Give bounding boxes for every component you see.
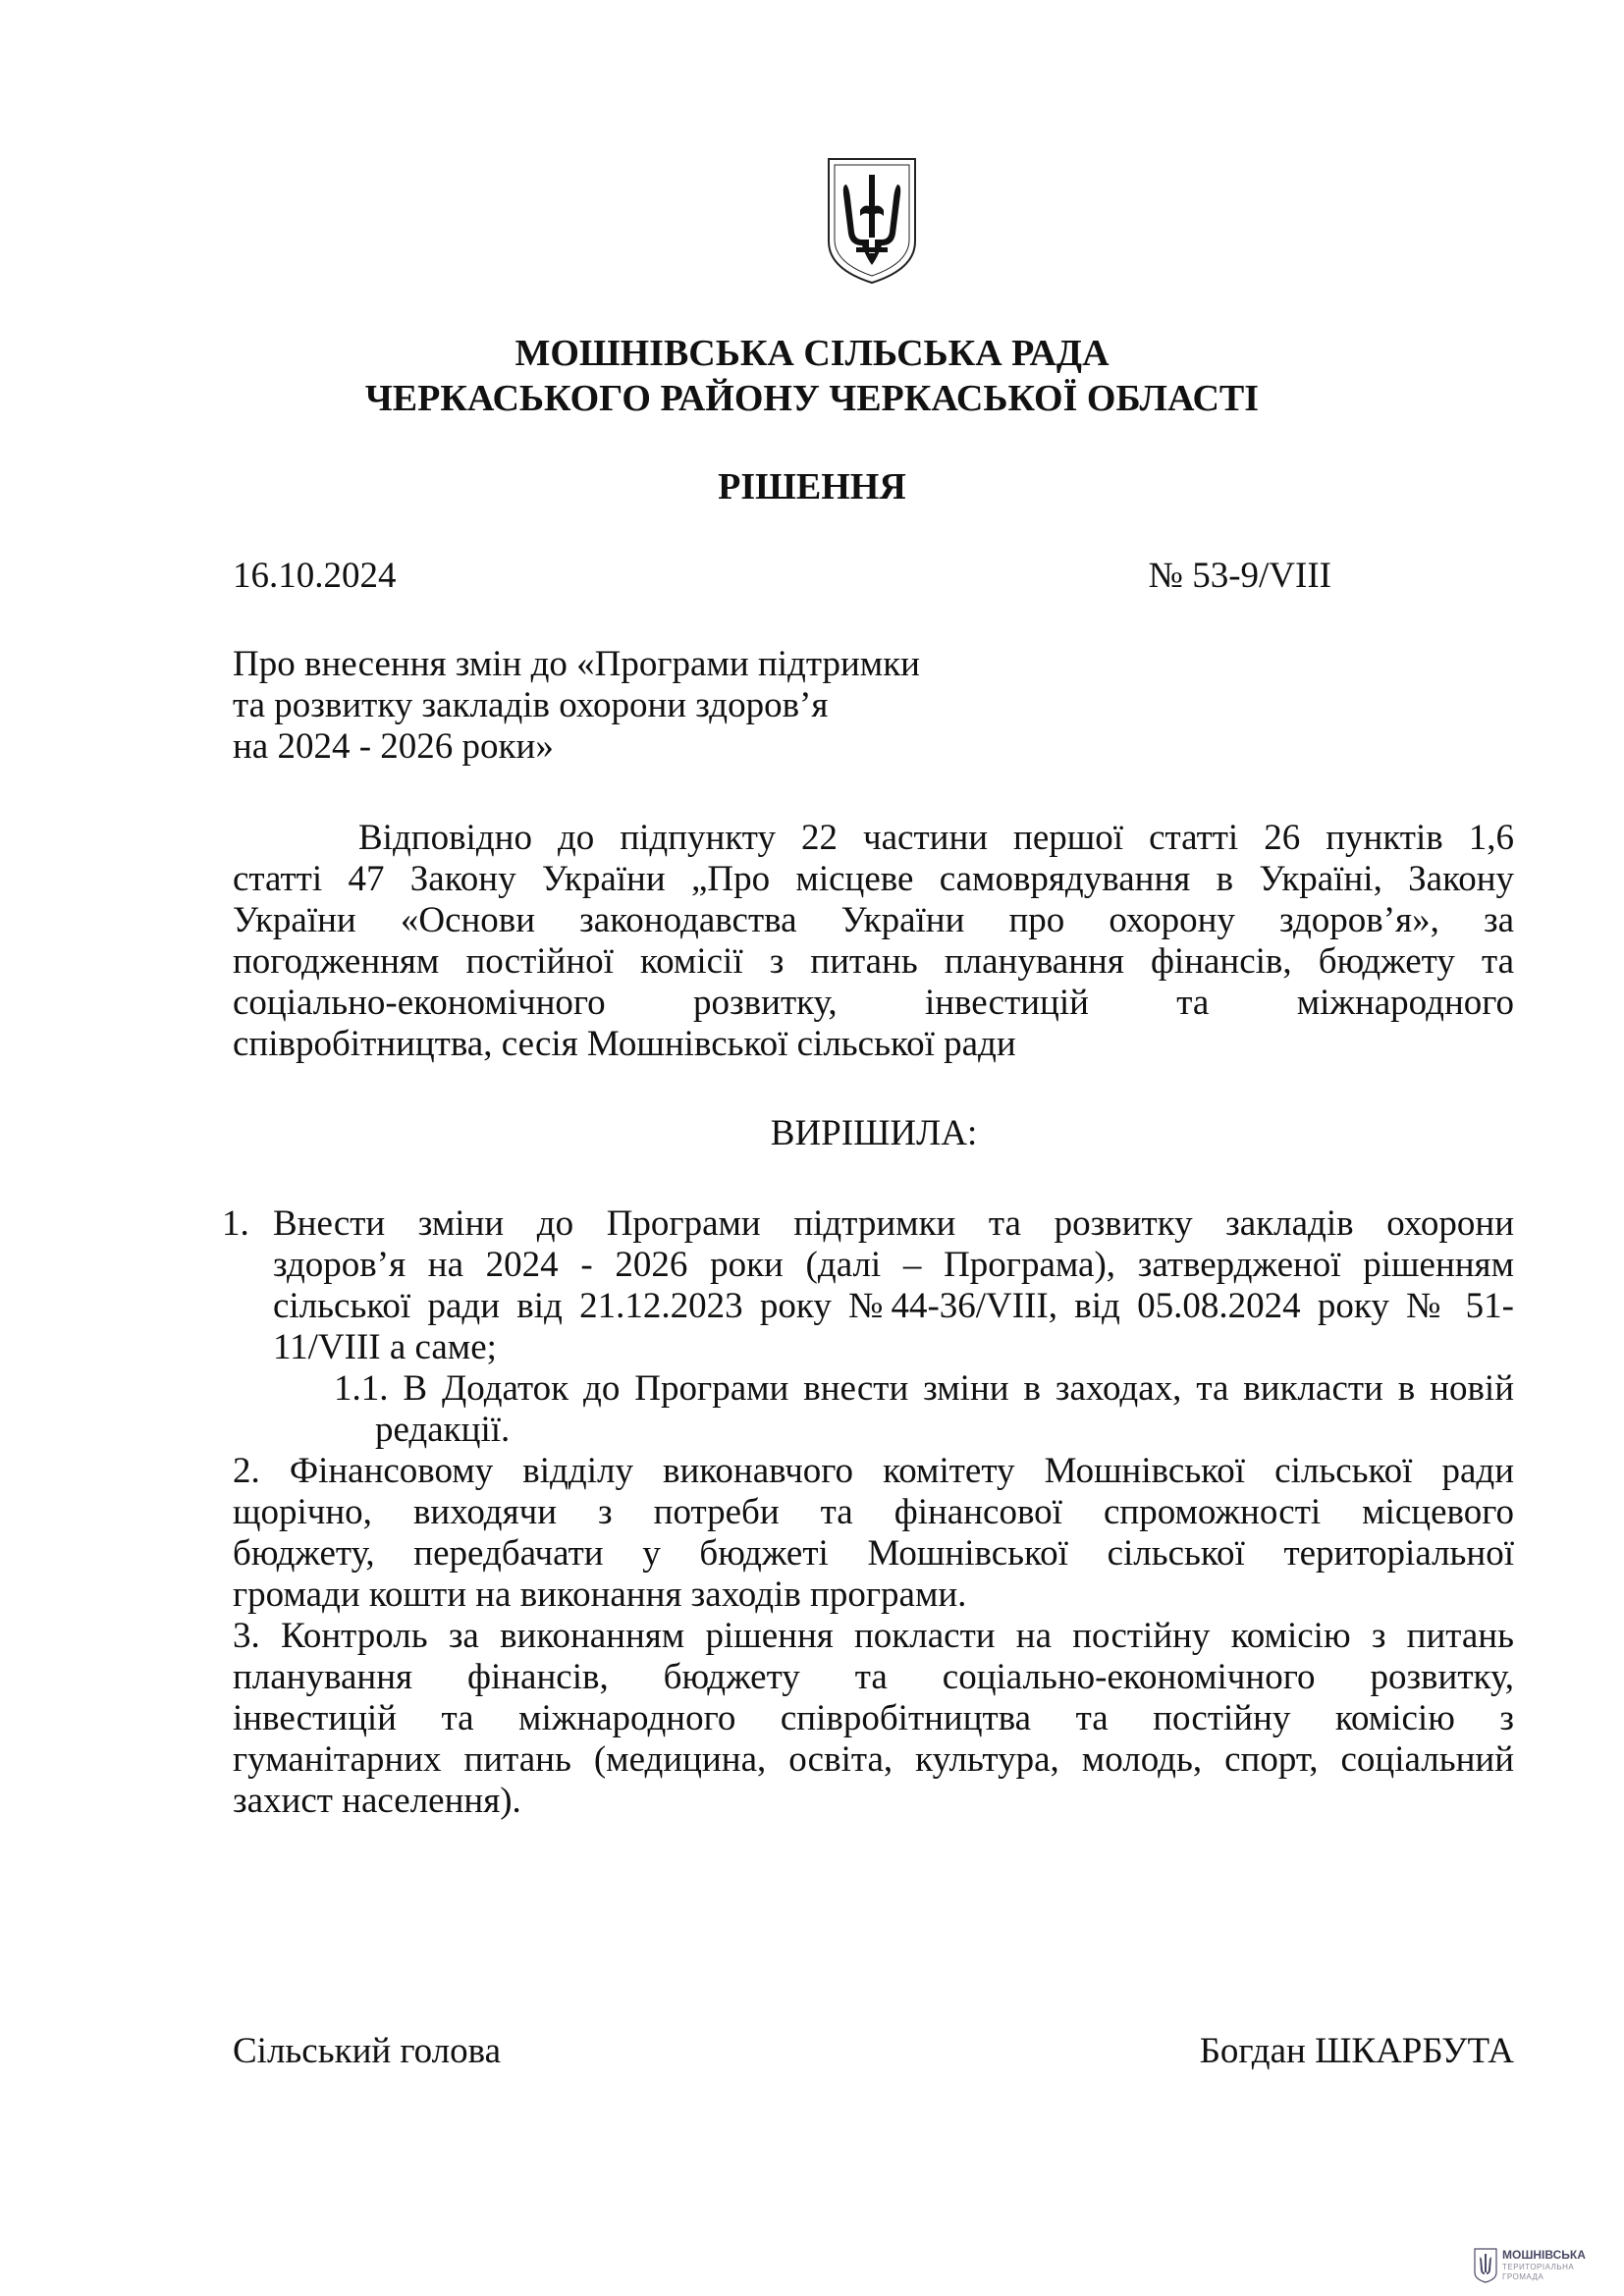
item-line: 11/VIII а саме;	[273, 1327, 497, 1367]
item-line: інвестицій та міжнародного співробітництва та постійну комісію з	[233, 1698, 1514, 1738]
coat-of-arms-icon	[823, 155, 921, 287]
subject-line: Про внесення змін до «Програми підтримки	[233, 644, 920, 684]
council-name: МОШНІВСЬКА СІЛЬСЬКА РАДА	[514, 333, 1110, 374]
subject-line: на 2024 - 2026 роки»	[233, 726, 554, 767]
preamble-line: Відповідно до підпункту 22 частини першої статті 26 пунктів 1,6	[358, 818, 1514, 858]
item-line: редакції.	[375, 1410, 511, 1450]
item-line: гуманітарних питань (медицина, освіта, культура, молодь, спорт, соціальний	[233, 1739, 1514, 1780]
item-line: громади кошти на виконання заходів програми.	[233, 1575, 967, 1615]
council-region: ЧЕРКАСЬКОГО РАЙОНУ ЧЕРКАСЬКОЇ ОБЛАСТІ	[364, 378, 1260, 419]
trident-icon	[1473, 2247, 1498, 2284]
item-line: захист населення).	[233, 1781, 521, 1821]
item-line: здоров’я на 2024 - 2026 роки (далі – Програма), затвердженої рішенням	[273, 1245, 1514, 1285]
item-line: планування фінансів, бюджету та соціально-економічного розвитку,	[233, 1657, 1514, 1697]
item-line: бюджету, передбачати у бюджеті Мошнівської сільської територіальної	[233, 1533, 1514, 1574]
preamble-line: України «Основи законодавства України про охорону здоров’я», за	[233, 900, 1514, 940]
preamble-line: статті 47 Закону України „Про місцеве самоврядування в Україні, Закону	[233, 859, 1514, 899]
watermark-subtitle: ТЕРИТОРІАЛЬНА	[1502, 2263, 1575, 2271]
community-watermark	[1473, 2245, 1610, 2288]
watermark-subtitle: ГРОМАДА	[1502, 2272, 1544, 2281]
preamble-line: співробітництва, сесія Мошнівської сільської ради	[233, 1024, 1016, 1064]
item-line: 2. Фінансовому відділу виконавчого комітету Мошнівської сільської ради	[233, 1451, 1514, 1491]
preamble-line: погодженням постійної комісії з питань планування фінансів, бюджету та	[233, 941, 1514, 982]
signatory-name: Богдан ШКАРБУТА	[1199, 2031, 1514, 2071]
item-number: 1.	[222, 1203, 249, 1244]
signatory-title: Сільський голова	[233, 2031, 502, 2071]
item-line: сільської ради від 21.12.2023 року №44-36/VIII, від 05.08.2024 року № 51-	[273, 1286, 1514, 1326]
watermark-title: МОШНІВСЬКА	[1502, 2248, 1586, 2262]
decision-number: № 53-9/VIII	[1148, 556, 1331, 596]
preamble-line: соціально-економічного розвитку, інвестицій та міжнародного	[233, 983, 1514, 1023]
document-type: РІШЕННЯ	[718, 466, 906, 507]
item-line: щорічно, виходячи з потреби та фінансової спроможності місцевого	[233, 1492, 1514, 1532]
subject-line: та розвитку закладів охорони здоров’я	[233, 685, 829, 725]
item-line: 1.1. В Додаток до Програми внести зміни в заходах, та викласти в новій	[334, 1368, 1514, 1409]
decided-heading: ВИРІШИЛА:	[770, 1113, 978, 1153]
decision-date: 16.10.2024	[233, 556, 397, 596]
item-line: 3. Контроль за виконанням рішення покласти на постійну комісію з питань	[233, 1616, 1514, 1656]
item-line: Внести зміни до Програми підтримки та розвитку закладів охорони	[273, 1203, 1514, 1244]
